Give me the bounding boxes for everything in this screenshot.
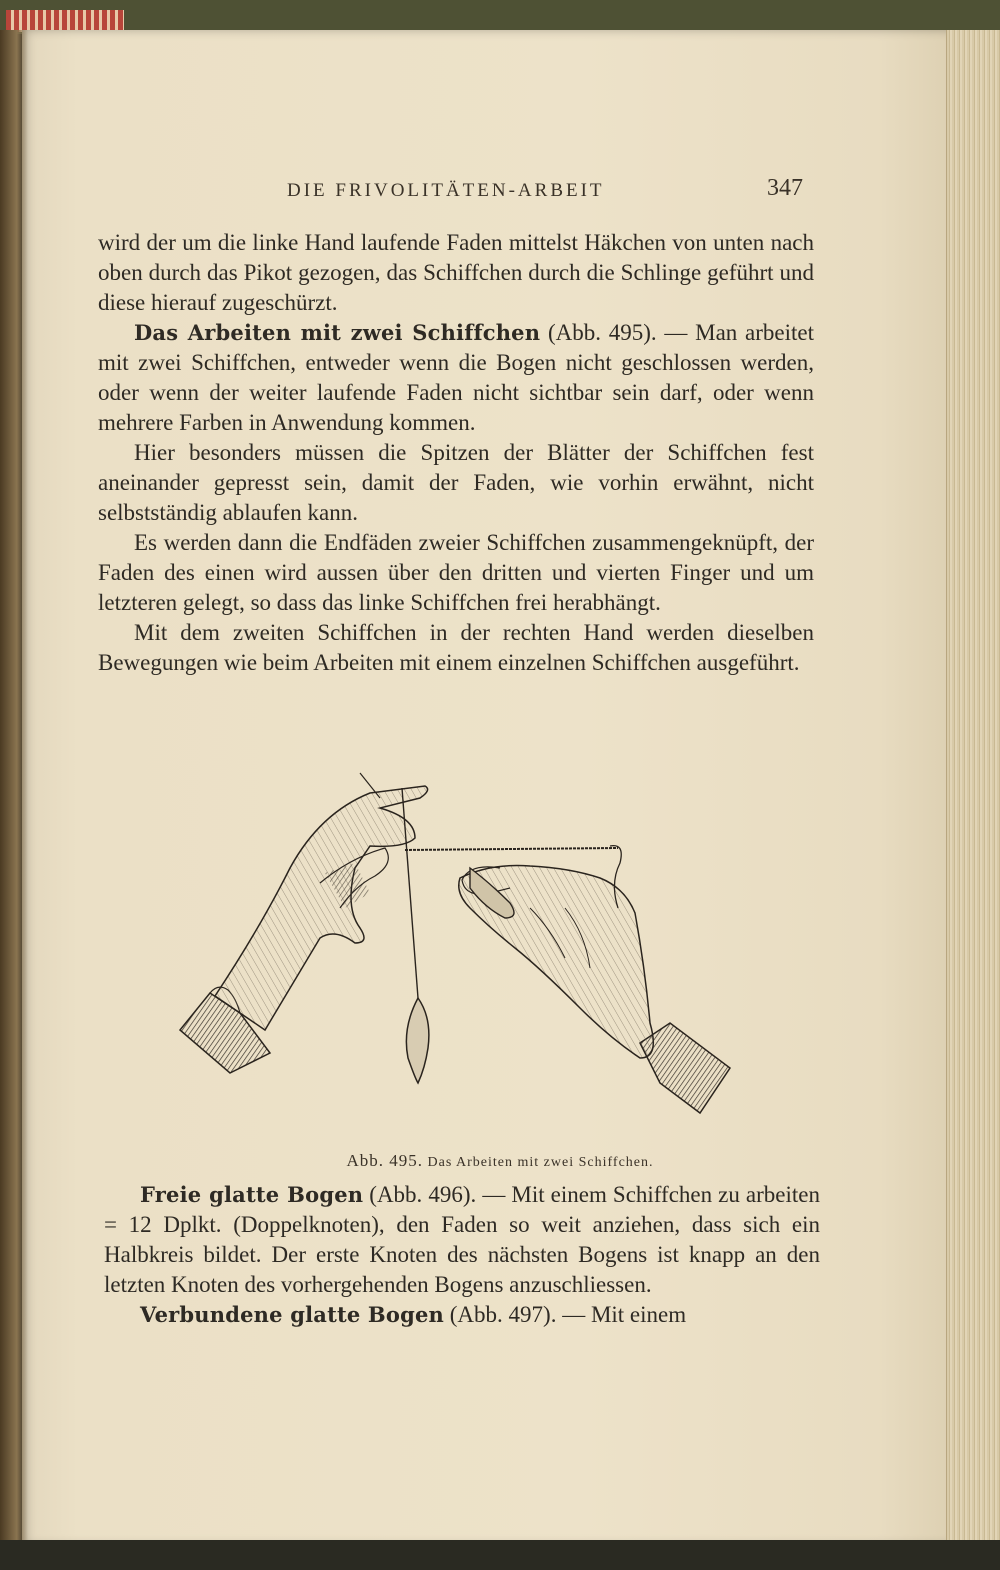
paragraph-end-threads: Es werden dann die Endfäden zweier Schiffchen zusammengeknüpft, der Faden des einen wird aussen über den dritten und vierten Finger und um letzteren gelegt, so dass das linke Schiffchen frei herabhängt. xyxy=(98,530,814,615)
caption-abb: Abb. 495. xyxy=(346,1151,424,1170)
subhead-free-arcs: Freie glatte Bogen xyxy=(140,1182,364,1207)
caption-title: Das Arbeiten mit zwei Schiffchen. xyxy=(427,1155,654,1170)
page-number: 347 xyxy=(767,175,803,201)
subhead-two-shuttles: Das Arbeiten mit zwei Schiffchen xyxy=(134,320,541,345)
text-block-bottom xyxy=(104,1180,820,1330)
headband xyxy=(6,10,124,32)
paragraph-second-shuttle: Mit dem zweiten Schiffchen in der rechten Hand werden dieselben Bewegungen wie beim Arbeiten mit einem einzelnen Schiffchen ausgeführt. xyxy=(98,620,814,675)
paragraph-leaves: Hier besonders müssen die Spitzen der Blätter der Schiffchen fest aneinander gepresst sein, damit der Faden, wie vorhin erwähnt, nicht selbstständig ablaufen kann. xyxy=(98,440,814,525)
paragraph-continuation: wird der um die linke Hand laufende Faden mittelst Häkchen von unten nach oben durch das Pikot gezogen, das Schiffchen durch die Schlinge geführt und diese hierauf zugeschürzt. xyxy=(98,230,814,315)
subhead-joined-arcs: Verbundene glatte Bogen xyxy=(140,1302,445,1327)
page-edges xyxy=(946,30,1000,1545)
book-cover-top xyxy=(0,0,1000,34)
figure-caption xyxy=(0,1151,1000,1171)
figure-tatting-hands xyxy=(170,768,750,1143)
text-block-top xyxy=(98,228,814,678)
paragraph-free-arcs: Freie glatte Bogen (Abb. 496). — Mit einem Schiffchen zu arbeiten = 12 Dplkt. (Doppelknoten), den Faden so weit anziehen, dass sich ein Halbkreis bildet. Der erste Knoten des nächsten Bogens ist knapp an den letzten Knoten des vorhergehenden Bogens anzuschliessen. xyxy=(104,1182,820,1297)
left-hand-illustration xyxy=(180,786,428,1073)
spine-shadow xyxy=(0,30,28,1545)
paragraph-joined-arcs: Verbundene glatte Bogen (Abb. 497). — Mit einem xyxy=(140,1302,687,1327)
book-cover-bottom xyxy=(0,1540,1000,1570)
running-head: DIE FRIVOLITÄTEN-ARBEIT xyxy=(287,180,605,201)
paragraph-two-shuttles: Das Arbeiten mit zwei Schiffchen (Abb. 495). — Man arbeitet mit zwei Schiffchen, entweder wenn die Bogen nicht geschlossen werden, oder wenn der weiter laufende Faden nicht sichtbar sein darf, oder wenn mehrere Farben in Anwendung kommen. xyxy=(98,320,815,435)
